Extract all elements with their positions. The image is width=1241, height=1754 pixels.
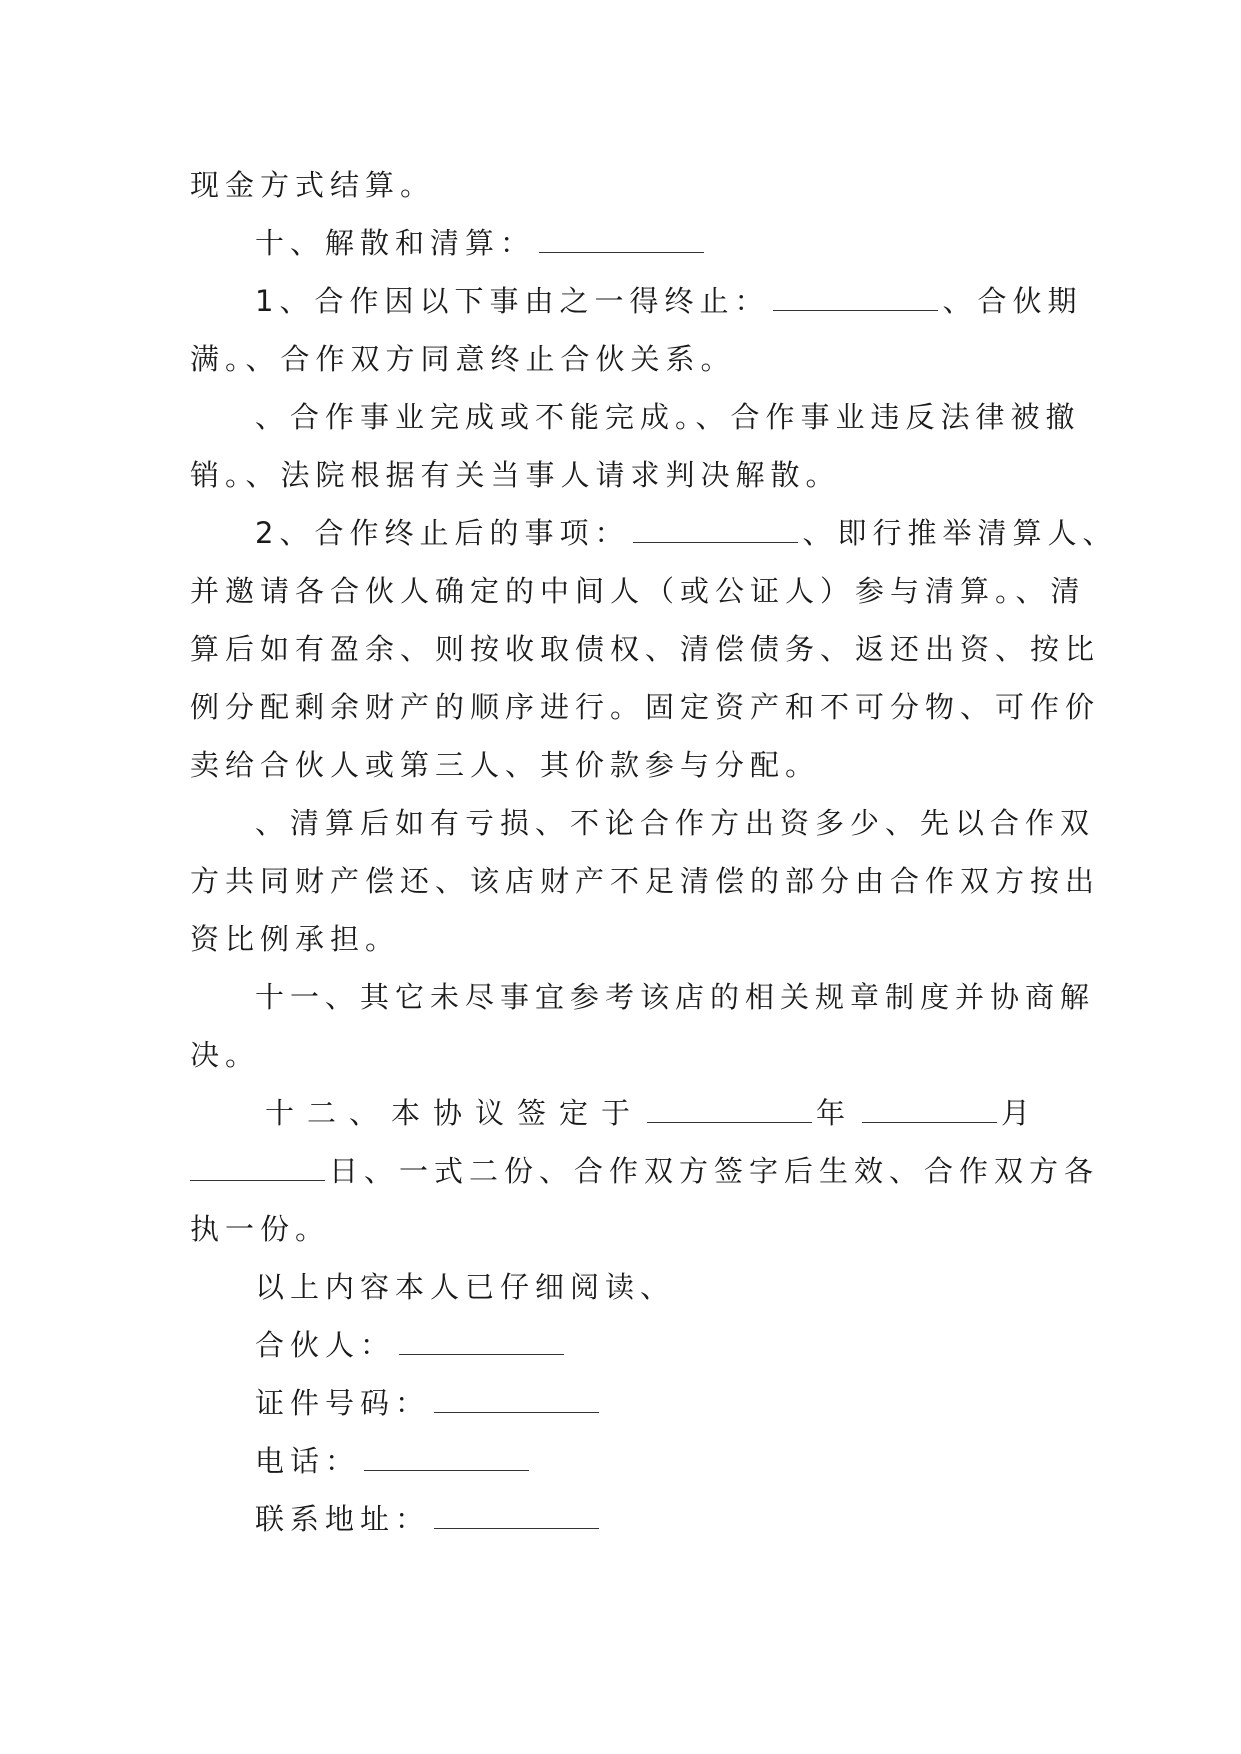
blank-field[interactable] [539, 222, 704, 253]
text-line: 并邀请各合伙人确定的中间人（或公证人）参与清算。、清 [190, 574, 1086, 608]
text-line: 卖给合伙人或第三人、其价款参与分配。 [190, 748, 821, 782]
day-blank[interactable] [190, 1150, 325, 1181]
blank-field[interactable] [773, 280, 938, 311]
id-number-blank[interactable] [434, 1382, 599, 1413]
text-line: 、清算后如有亏损、不论合作方出资多少、先以合作双 [255, 806, 1096, 840]
text-line: 例分配剩余财产的顺序进行。固定资产和不可分物、可作价 [190, 690, 1101, 724]
clause-10-2: 2、合作终止后的事项： 、即行推举清算人、 [255, 504, 1060, 562]
text-line: 执一份。 [190, 1212, 331, 1246]
clause-10-1: 1、合作因以下事由之一得终止： 、合伙期 [255, 272, 1060, 330]
section-12-cont: 日、一式二份、合作双方签字后生效、合作双方各 [190, 1142, 1060, 1200]
phone-blank[interactable] [364, 1440, 529, 1471]
partner-blank[interactable] [399, 1324, 564, 1355]
address-field: 联系地址： [255, 1490, 1060, 1548]
text-line: 决。 [190, 1038, 261, 1072]
acknowledgement: 以上内容本人已仔细阅读、 [255, 1270, 676, 1304]
partner-field: 合伙人： [255, 1316, 1060, 1374]
address-blank[interactable] [434, 1498, 599, 1529]
text-line: 满。、合作双方同意终止合伙关系。 [190, 342, 736, 376]
text-line: 方共同财产偿还、该店财产不足清偿的部分由合作双方按出 [190, 864, 1101, 898]
section-11: 十一、其它未尽事宜参考该店的相关规章制度并协商解 [255, 980, 1096, 1014]
text-line: 现金方式结算。 [190, 168, 436, 202]
text-line: 算后如有盈余、则按收取债权、清偿债务、返还出资、按比 [190, 632, 1101, 666]
month-blank[interactable] [862, 1092, 997, 1123]
section-12: 十二、本协议签定于 年 月 [265, 1084, 1060, 1142]
text-line: 、合作事业完成或不能完成。、合作事业违反法律被撤 [255, 400, 1081, 434]
text-line: 销。、法院根据有关当事人请求判决解散。 [190, 458, 841, 492]
text-line: 资比例承担。 [190, 922, 401, 956]
year-blank[interactable] [647, 1092, 812, 1123]
phone-field: 电话： [255, 1432, 1060, 1490]
blank-field[interactable] [633, 512, 798, 543]
section-10-heading: 十、解散和清算： [255, 214, 1060, 272]
id-number-field: 证件号码： [255, 1374, 1060, 1432]
